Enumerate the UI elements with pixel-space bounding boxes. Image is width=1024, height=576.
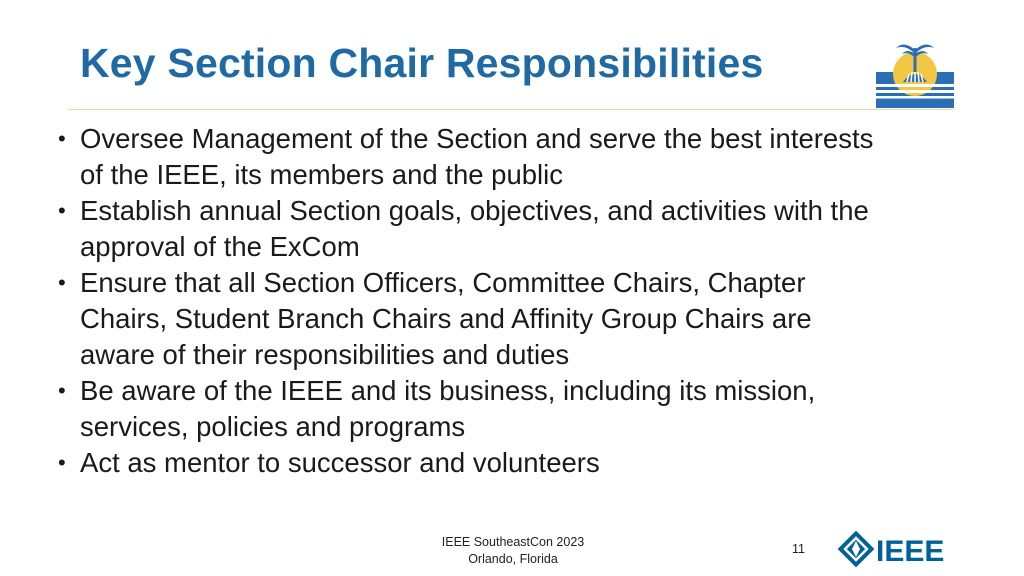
bullet-item [56, 373, 976, 445]
bullet-dot: • [58, 378, 66, 403]
footer-conference [413, 534, 613, 568]
conference-name: IEEE SoutheastCon 2023 [441, 535, 585, 549]
bullet-line: Be aware of the IEEE and its business, including its mission, [80, 375, 816, 406]
page-number: 11 [792, 542, 805, 556]
bullet-list [56, 121, 976, 481]
ieee-wordmark: IEEE [876, 535, 945, 568]
bullet-item [56, 445, 976, 481]
bullet-dot: • [58, 270, 66, 295]
bullet-item [56, 265, 976, 373]
bullet-line: Ensure that all Section Officers, Committee Chairs, Chapter [80, 267, 806, 298]
southeastcon-logo-icon [876, 38, 954, 108]
bullet-dot: • [58, 198, 66, 223]
bullet-line: Establish annual Section goals, objectives, and activities with the [80, 195, 869, 226]
bullet-item [56, 121, 976, 193]
bullet-line: Act as mentor to successor and volunteers [80, 447, 600, 478]
bullet-line: Chairs, Student Branch Chairs and Affinity Group Chairs are [80, 303, 812, 334]
conference-location: Orlando, Florida [468, 552, 558, 566]
title-divider [68, 109, 954, 110]
bullet-line: of the IEEE, its members and the public [80, 159, 564, 190]
bullet-line: Oversee Management of the Section and serve the best interests [80, 123, 874, 154]
bullet-line: services, policies and programs [80, 411, 466, 442]
slide-title: Key Section Chair Responsibilities [80, 40, 764, 86]
bullet-dot: • [58, 450, 66, 475]
bullet-dot: • [58, 126, 66, 151]
ieee-logo-icon [838, 528, 958, 570]
bullet-line: approval of the ExCom [80, 231, 360, 262]
bullet-item [56, 193, 976, 265]
bullet-line: aware of their responsibilities and duties [80, 339, 570, 370]
